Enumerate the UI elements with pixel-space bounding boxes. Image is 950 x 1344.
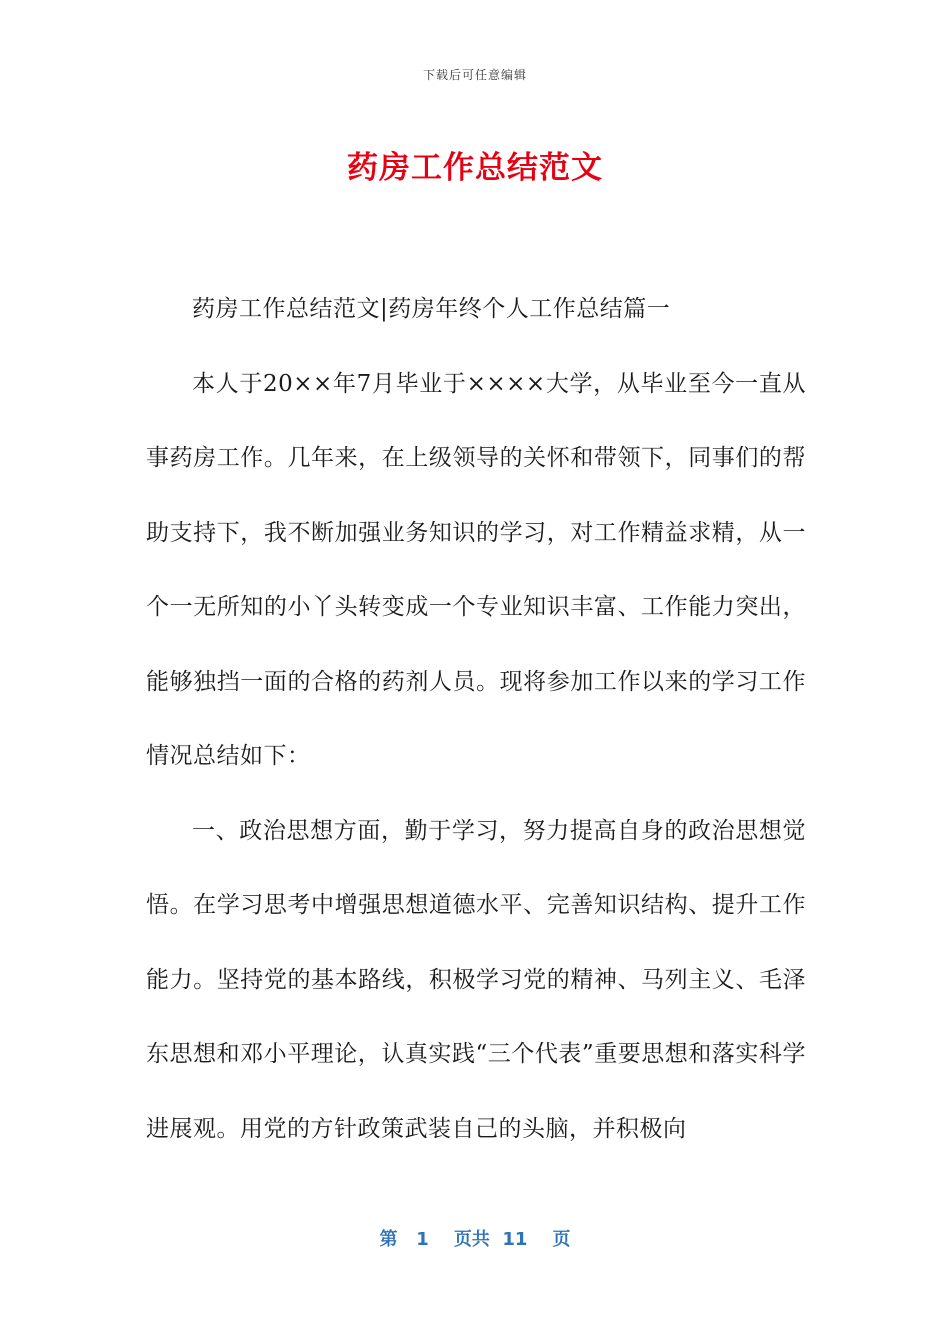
- document-title: 药房工作总结范文: [347, 150, 603, 186]
- footer-total-pages: 11: [502, 1229, 528, 1250]
- page-footer: [0, 1225, 950, 1251]
- paragraph-subtitle: 药房工作总结范文|药房年终个人工作总结篇一: [192, 296, 671, 322]
- footer-suffix: 页: [552, 1229, 571, 1250]
- footer-current-page: 1: [416, 1229, 429, 1250]
- header-note: 下载后可任意编辑: [422, 68, 527, 82]
- footer-prefix: 第: [379, 1229, 398, 1250]
- paragraph-intro: 本人于20××年7月毕业于××××大学，从毕业至今一直从事药房工作。几年来，在上级领导的关怀和带领下，同事们的帮助支持下，我不断加强业务知识的学习，对工作精益求精，从一个一无所知的小丫头转变成一个专业知识丰富、工作能力突出，能够独挡一面的合格的药剂人员。现将参加工作以来的学习工作情况总结如下：: [146, 370, 806, 769]
- document-body: [146, 272, 806, 1166]
- footer-middle: 页共: [453, 1229, 490, 1250]
- paragraph-politics: 一、政治思想方面，勤于学习，努力提高自身的政治思想觉悟。在学习思考中增强思想道德水平、完善知识结构、提升工作能力。坚持党的基本路线，积极学习党的精神、马列主义、毛泽东思想和邓小平理论，认真实践“三个代表”重要思想和落实科学进展观。用党的方针政策武装自己的头脑，并积极向: [146, 817, 806, 1142]
